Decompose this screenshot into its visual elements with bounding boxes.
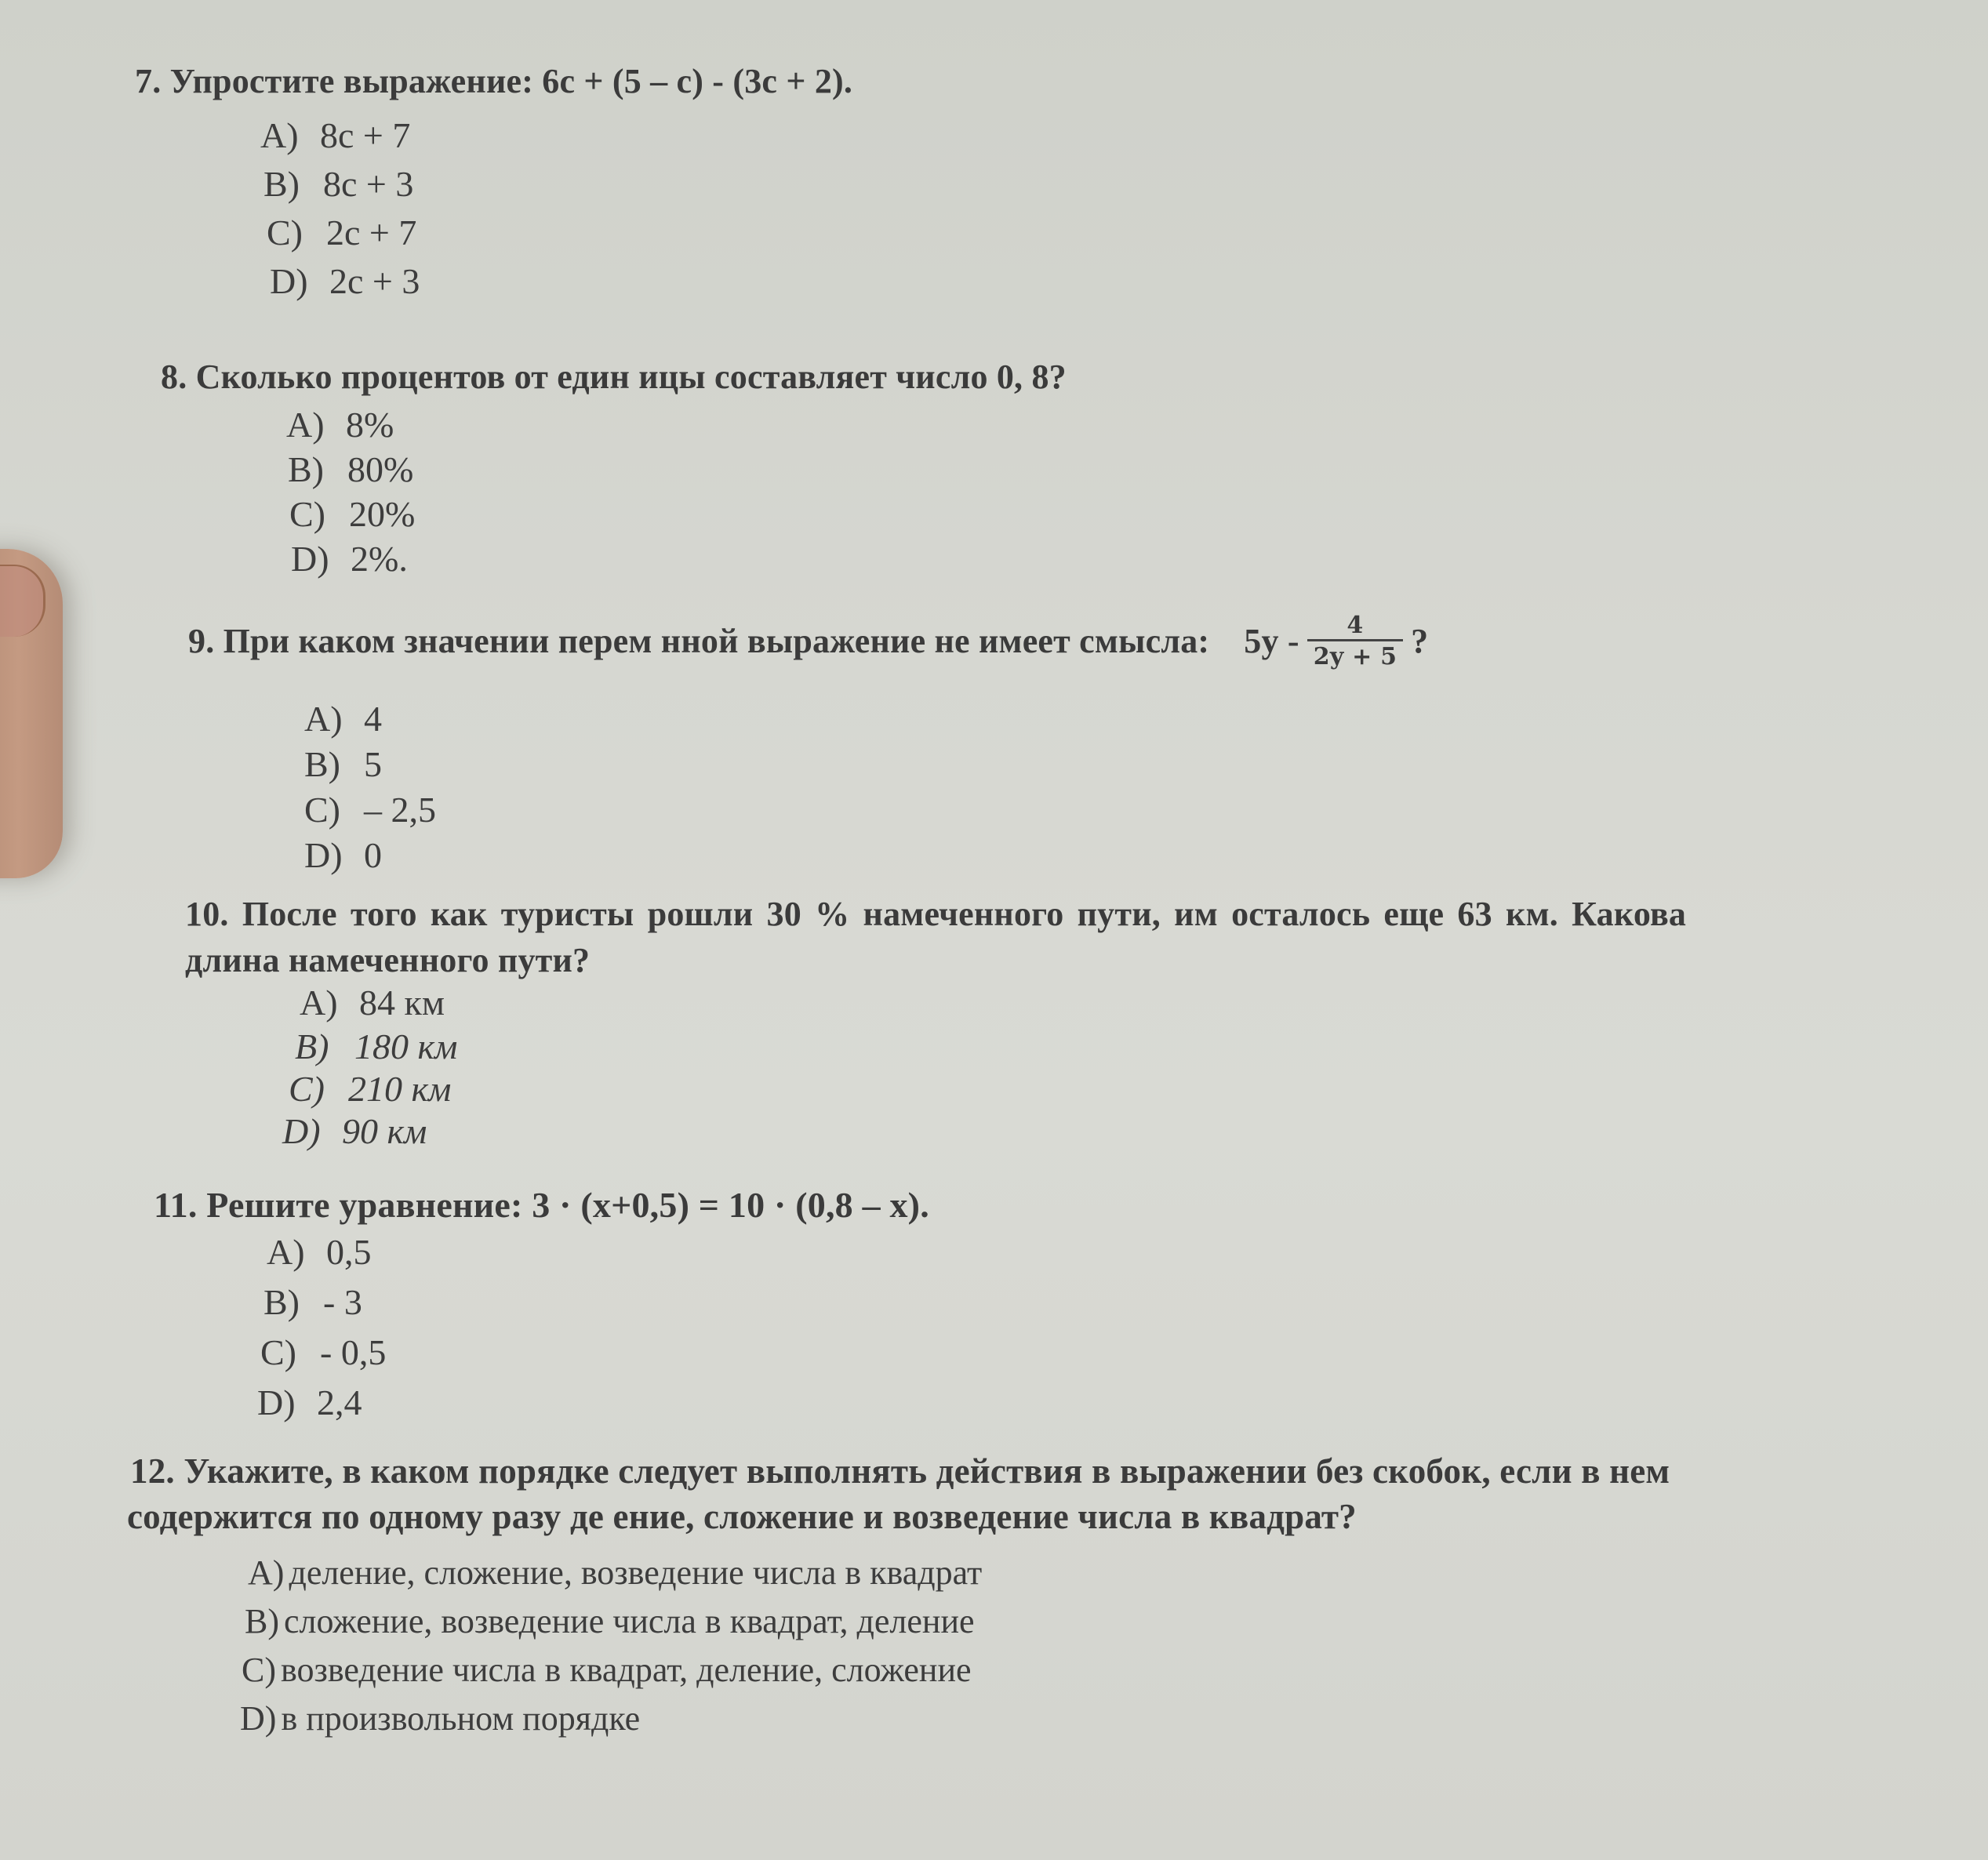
question-text: Укажите, в каком порядке следует выполнять действия в выражении без скобок, если в нем bbox=[184, 1451, 1670, 1491]
option-letter: A) bbox=[267, 1232, 305, 1272]
option-value: сложение, возведение числа в квадрат, деление bbox=[284, 1602, 975, 1640]
option-value: 2%. bbox=[351, 539, 408, 579]
question-7-title bbox=[135, 61, 852, 101]
question-number: 12. bbox=[130, 1451, 175, 1491]
option-letter: B) bbox=[288, 449, 324, 489]
question-number: 10. bbox=[185, 895, 229, 933]
option-d bbox=[240, 1698, 640, 1738]
question-10 bbox=[185, 894, 1687, 1151]
option-value: 8с + 3 bbox=[323, 164, 414, 204]
option-value: 4 bbox=[364, 699, 382, 739]
option-value: 5 bbox=[364, 744, 382, 784]
option-value: 180 км bbox=[354, 1026, 458, 1066]
option-letter: B) bbox=[304, 744, 340, 784]
option-value: 2с + 3 bbox=[329, 261, 420, 301]
question-mark: ? bbox=[1411, 622, 1429, 660]
thumb-photo-artifact bbox=[0, 549, 63, 878]
option-letter: A) bbox=[304, 699, 343, 739]
option-c bbox=[242, 1650, 972, 1690]
question-8 bbox=[161, 357, 1067, 579]
option-value: 8% bbox=[346, 405, 394, 445]
question-text: При каком значении перем нной выражение не имеет смысла: bbox=[223, 622, 1210, 660]
option-value: 210 км bbox=[348, 1069, 452, 1109]
option-value: 20% bbox=[349, 494, 416, 534]
question-number: 9. bbox=[188, 622, 215, 660]
option-a bbox=[267, 1231, 372, 1273]
question-10-line-1 bbox=[185, 894, 1686, 934]
question-12-line-1 bbox=[130, 1451, 1670, 1491]
option-letter: B) bbox=[245, 1602, 279, 1640]
option-letter: C) bbox=[260, 1332, 296, 1372]
option-letter: C) bbox=[289, 494, 325, 534]
question-number: 8. bbox=[161, 358, 187, 396]
option-value: в произвольном порядке bbox=[281, 1699, 641, 1738]
option-value: возведение числа в квадрат, деление, сложение bbox=[281, 1651, 972, 1689]
question-8-title bbox=[161, 357, 1067, 397]
option-letter: D) bbox=[270, 261, 308, 301]
question-9-title bbox=[188, 612, 1428, 670]
question-number: 7. bbox=[135, 62, 162, 100]
option-a bbox=[304, 698, 382, 739]
fraction-numerator: 4 bbox=[1347, 612, 1364, 639]
option-letter: A) bbox=[286, 405, 325, 445]
question-12-line-2: содержится по одному разу де ение, сложение и возведение числа в квадрат? bbox=[127, 1497, 1357, 1536]
option-b bbox=[263, 163, 413, 205]
option-value: 2с + 7 bbox=[326, 213, 417, 252]
option-d bbox=[282, 1110, 427, 1152]
option-d bbox=[304, 834, 382, 876]
option-letter: C) bbox=[289, 1069, 325, 1109]
option-d bbox=[257, 1382, 362, 1423]
option-a bbox=[286, 404, 394, 445]
option-value: 80% bbox=[347, 449, 414, 489]
thumbnail-nail bbox=[0, 565, 45, 637]
option-a bbox=[248, 1553, 982, 1593]
option-letter: A) bbox=[248, 1553, 285, 1592]
option-value: 84 км bbox=[359, 983, 445, 1023]
option-letter: A) bbox=[300, 983, 338, 1023]
option-c bbox=[260, 1331, 386, 1373]
question-number: 11. bbox=[154, 1185, 198, 1225]
option-letter: B) bbox=[263, 164, 300, 204]
option-value: деление, сложение, возведение числа в квадрат bbox=[289, 1553, 983, 1592]
option-letter: A) bbox=[260, 115, 299, 155]
option-b bbox=[245, 1601, 975, 1641]
option-d bbox=[291, 538, 408, 579]
option-c bbox=[289, 493, 415, 535]
question-7 bbox=[135, 61, 853, 301]
option-letter: B) bbox=[263, 1282, 300, 1322]
question-9 bbox=[188, 612, 1429, 875]
option-a bbox=[300, 982, 445, 1023]
option-letter: D) bbox=[304, 835, 343, 875]
option-a bbox=[260, 114, 410, 156]
option-b bbox=[304, 743, 382, 785]
question-text: После того как туристы рошли 30 % намеченного пути, им осталось еще 63 км. Какова bbox=[242, 895, 1687, 933]
option-c bbox=[304, 789, 436, 830]
option-c bbox=[289, 1068, 451, 1110]
fraction-denominator: 2y + 5 bbox=[1307, 639, 1403, 670]
option-c bbox=[267, 212, 416, 253]
option-letter: D) bbox=[257, 1382, 296, 1422]
option-value: 90 км bbox=[342, 1111, 427, 1151]
option-d bbox=[270, 260, 420, 302]
question-text: Решите уравнение: 3 · (x+0,5) = 10 · (0,8 – x). bbox=[206, 1185, 929, 1225]
option-letter: C) bbox=[304, 790, 340, 830]
option-value: - 0,5 bbox=[320, 1332, 387, 1372]
question-11 bbox=[154, 1184, 929, 1422]
question-12 bbox=[127, 1451, 1670, 1738]
option-b bbox=[288, 449, 413, 490]
question-11-title bbox=[154, 1184, 929, 1226]
option-letter: D) bbox=[291, 539, 329, 579]
option-value: 8с + 7 bbox=[320, 115, 411, 155]
option-letter: D) bbox=[282, 1111, 321, 1151]
option-value: 2,4 bbox=[317, 1382, 362, 1422]
option-value: - 3 bbox=[323, 1282, 362, 1322]
option-letter: C) bbox=[242, 1651, 276, 1689]
option-value: 0 bbox=[364, 835, 382, 875]
question-text: Сколько процентов от един ицы составляет число 0, 8? bbox=[195, 358, 1067, 396]
question-10-line-2: длина намеченного пути? bbox=[185, 941, 591, 979]
option-b bbox=[295, 1026, 457, 1067]
option-letter: B) bbox=[295, 1026, 329, 1066]
expression-lead: 5y - bbox=[1244, 622, 1299, 660]
fraction bbox=[1307, 612, 1403, 670]
option-b bbox=[263, 1281, 362, 1323]
question-text: Упростите выражение: 6с + (5 – с) - (3с + 2). bbox=[169, 62, 853, 100]
option-value: – 2,5 bbox=[364, 790, 436, 830]
option-letter: D) bbox=[240, 1699, 277, 1738]
option-letter: C) bbox=[267, 213, 303, 252]
option-value: 0,5 bbox=[326, 1232, 372, 1272]
